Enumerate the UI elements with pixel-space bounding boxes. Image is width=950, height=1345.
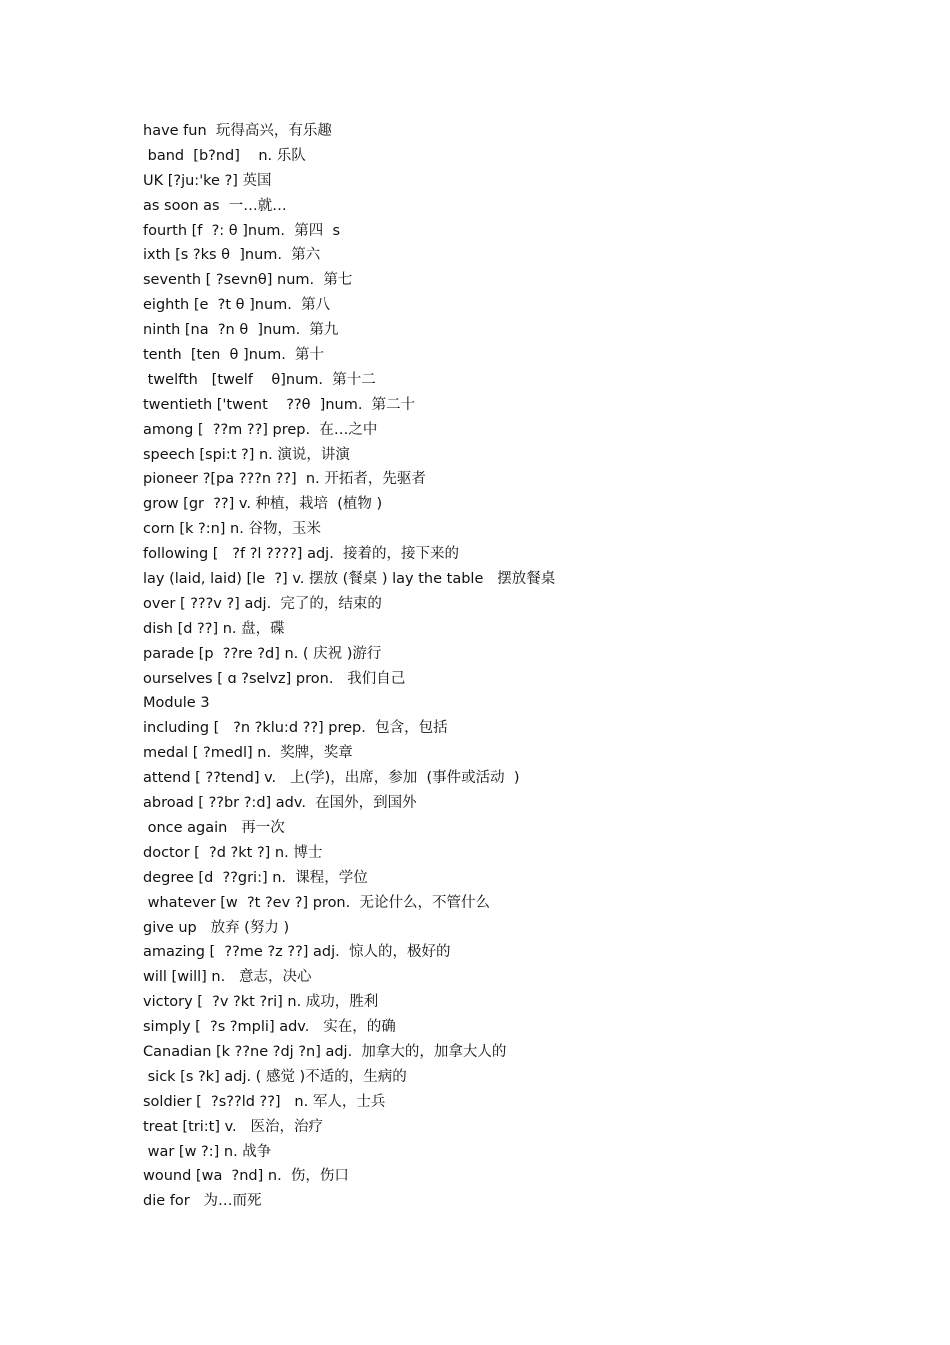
vocab-line: twentieth ['twent ??θ ]num. 第二十: [143, 396, 416, 413]
vocab-line: war [w ?:] n. 战争: [143, 1143, 272, 1160]
vocab-line: once again 再一次: [143, 819, 285, 836]
vocab-line: grow [gr ??] v. 种植，栽培 (植物 ): [143, 496, 383, 513]
vocab-line: pioneer ?[pa ???n ??] n. 开拓者，先驱者: [143, 471, 426, 488]
vocab-line: including [ ?n ?klu:d ??] prep. 包含，包括: [143, 720, 448, 737]
vocab-line: twelfth [twelf θ]num. 第十二: [143, 371, 376, 388]
vocab-line: ixth [s ?ks θ ]num. 第六: [143, 247, 321, 264]
vocab-line: have fun 玩得高兴，有乐趣: [143, 123, 332, 139]
vocab-line: medal [ ?medl] n. 奖牌，奖章: [143, 745, 353, 762]
vocab-line: soldier [ ?s??ld ??] n. 军人，士兵: [143, 1093, 386, 1110]
vocab-line: attend [ ??tend] v. 上(学)，出席，参加 (事件或活动 ): [143, 770, 520, 787]
vocab-line: eighth [e ?t θ ]num. 第八: [143, 297, 331, 314]
vocab-line: Module 3: [143, 695, 210, 712]
vocab-line: amazing [ ??me ?z ??] adj. 惊人的，极好的: [143, 944, 451, 961]
vocab-line: corn [k ?:n] n. 谷物，玉米: [143, 521, 321, 538]
vocab-line: Canadian [k ??ne ?dj ?n] adj. 加拿大的，加拿大人的: [143, 1043, 507, 1060]
vocab-line: UK [?ju:'ke ?] 英国: [143, 172, 272, 189]
vocab-line: seventh [ ?sevnθ] num. 第七: [143, 272, 353, 289]
vocab-line: victory [ ?v ?kt ?ri] n. 成功，胜利: [143, 994, 379, 1011]
vocab-line: sick [s ?k] adj. ( 感觉 )不适的，生病的: [143, 1068, 407, 1085]
vocab-line: will [will] n. 意志，决心: [143, 969, 312, 986]
vocab-line: fourth [f ?: θ ]num. 第四 s: [143, 222, 341, 239]
vocab-line: over [ ???v ?] adj. 完了的，结束的: [143, 595, 382, 612]
vocab-line: among [ ??m ??] prep. 在…之中: [143, 421, 378, 438]
vocab-line: degree [d ??gri:] n. 课程，学位: [143, 869, 368, 886]
vocab-line: ninth [na ?n θ ]num. 第九: [143, 322, 339, 339]
vocab-line: whatever [w ?t ?ev ?] pron. 无论什么，不管什么: [143, 894, 490, 911]
vocab-line: dish [d ??] n. 盘，碟: [143, 620, 285, 637]
vocab-line: lay (laid, laid) [le ?] v. 摆放 (餐桌 ) lay the table 摆放餐桌: [143, 571, 556, 588]
vocab-line: following [ ?f ?l ????] adj. 接着的，接下来的: [143, 546, 460, 563]
vocab-line: parade [p ??re ?d] n. ( 庆祝 )游行: [143, 645, 382, 662]
vocabulary-list: [143, 119, 903, 1214]
vocab-line: simply [ ?s ?mpli] adv. 实在，的确: [143, 1019, 396, 1036]
vocab-line: abroad [ ??br ?:d] adv. 在国外，到国外: [143, 795, 417, 812]
vocab-line: as soon as 一…就…: [143, 197, 287, 214]
vocab-line: band [b?nd] n. 乐队: [143, 147, 306, 164]
vocab-line: give up 放弃 (努力 ): [143, 919, 290, 936]
vocab-line: doctor [ ?d ?kt ?] n. 博士: [143, 844, 323, 861]
vocab-line: die for 为…而死: [143, 1193, 262, 1210]
vocab-line: speech [spi:t ?] n. 演说，讲演: [143, 446, 350, 463]
vocab-line: tenth [ten θ ]num. 第十: [143, 347, 325, 364]
vocab-line: ourselves [ ɑ ?selvz] pron. 我们自己: [143, 670, 406, 687]
vocab-line: wound [wa ?nd] n. 伤，伤口: [143, 1168, 349, 1185]
vocab-line: treat [tri:t] v. 医治，治疗: [143, 1118, 323, 1135]
